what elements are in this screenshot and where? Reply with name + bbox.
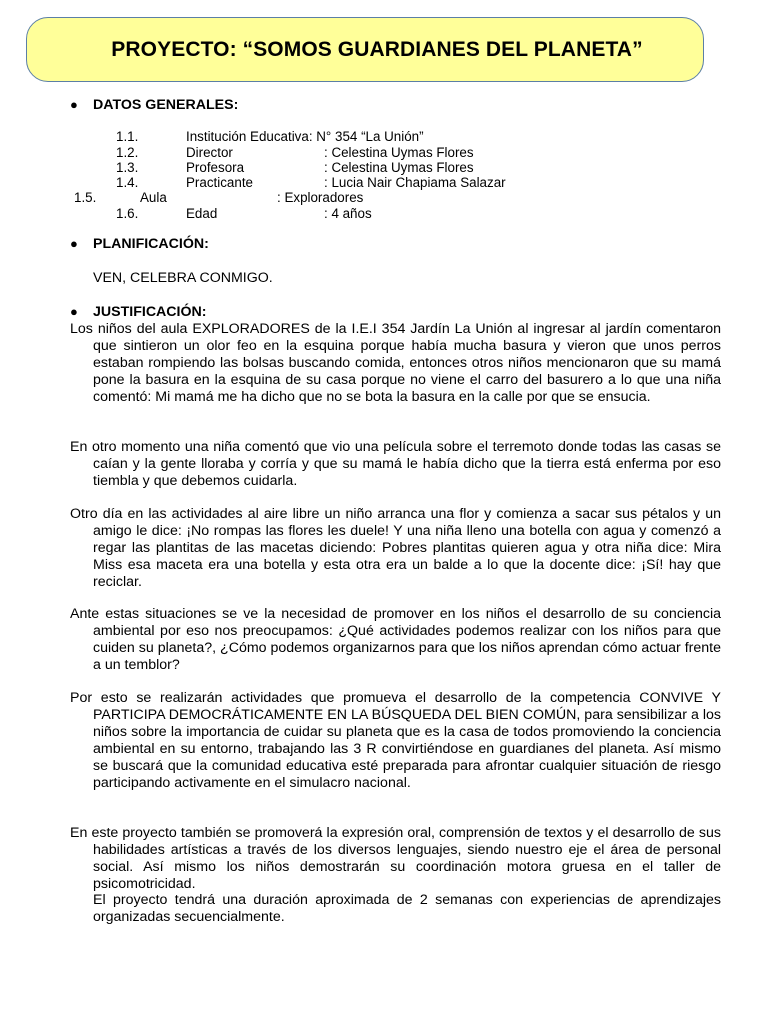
datos-value: : Celestina Uymas Flores: [324, 160, 474, 175]
paragraph: En este proyecto también se promoverá la expresión oral, comprensión de textos y el desarrollo de sus habilidades artísticas a través de los diversos lenguajes, siendo nuestro eje el área de personal social. Así mismo los niños demostrarán su coordinación motora gruesa en el taller de psicomotricidad.: [70, 825, 721, 892]
paragraph: Otro día en las actividades al aire libre un niño arranca una flor y comienza a sacar sus pétalos y un amigo le dice: ¡No rompas las flores les duele! Y una niña lleno una botella con agua y comenzó a regar las plantitas de las macetas diciendo: Pobres plantitas quieren agua y otra niña dice: Mira Miss esa maceta era una botella y esta otra era un balde a lo que la docente dice: ¡Sí! hay que reciclar.: [70, 506, 721, 590]
datos-label: Edad: [186, 206, 218, 221]
bullet-icon: ●: [70, 304, 78, 319]
datos-num: 1.1.: [116, 129, 139, 144]
title-banner: [26, 17, 704, 82]
datos-num: 1.5.: [74, 190, 97, 205]
bullet-icon: ●: [70, 236, 78, 251]
datos-value: : Celestina Uymas Flores: [324, 145, 474, 160]
closing-paragraph: El proyecto tendrá una duración aproximada de 2 semanas con experiencias de aprendizajes organizadas secuencialmente.: [93, 892, 721, 925]
datos-label: Aula: [140, 190, 167, 205]
datos-label: Director: [186, 145, 233, 160]
paragraph: Los niños del aula EXPLORADORES de la I.E.I 354 Jardín La Unión al ingresar al jardín comentaron que sintieron un olor feo en la esquina porque había mucha basura y vieron que unos perros estaban rompiendo las bolsas buscando comida, entonces otros niños mencionaron que su mamá pone la basura en la esquina de su casa porque no viene el carro del basurero a lo que una niña comentó: Mi mamá me ha dicho que no se bota la basura en la calle por que se ensucia.: [70, 321, 721, 405]
datos-num: 1.3.: [116, 160, 139, 175]
planificacion-heading: ● PLANIFICACIÓN:: [70, 236, 209, 252]
datos-value: : Exploradores: [277, 190, 364, 205]
justificacion-heading: ● JUSTIFICACIÓN:: [70, 304, 207, 320]
paragraph: Por esto se realizarán actividades que promueva el desarrollo de la competencia CONVIVE Y PARTICIPA DEMOCRÁTICAMENTE EN LA BÚSQUEDA DEL BIEN COMÚN, para sensibilizar a los niños sobre la importancia de cuidar su planeta que es la casa de todos promoviendo la conciencia ambiental en su entorno, trabajando las 3 R convirtiéndose en guardianes del planeta. Así mismo se buscará que la comunidad educativa esté preparada para afrontar cualquier situación de riesgo participando activamente en el simulacro nacional.: [70, 690, 721, 791]
datos-num: 1.4.: [116, 175, 139, 190]
datos-value: : Lucia Nair Chapiama Salazar: [324, 175, 506, 190]
bullet-icon: ●: [70, 97, 78, 112]
planificacion-text: VEN, CELEBRA CONMIGO.: [93, 270, 273, 286]
datos-label: Profesora: [186, 160, 245, 175]
project-title: PROYECTO: “SOMOS GUARDIANES DEL PLANETA”: [111, 37, 643, 61]
datos-label: Practicante: [186, 175, 253, 190]
datos-value: : 4 años: [324, 206, 372, 221]
datos-label: Institución Educativa: N° 354 “La Unión”: [186, 129, 424, 144]
datos-num: 1.2.: [116, 145, 139, 160]
datos-generales-heading: ● DATOS GENERALES:: [70, 97, 239, 113]
paragraph: Ante estas situaciones se ve la necesidad de promover en los niños el desarrollo de su conciencia ambiental por eso nos preocupamos: ¿Qué actividades podemos realizar con los niños para que cuiden su planeta?, ¿Cómo podemos organizarnos para que los niños aprendan cómo actuar frente a un temblor?: [70, 606, 721, 673]
paragraph: En otro momento una niña comentó que vio una película sobre el terremoto donde todas las casas se caían y la gente lloraba y corría y que su mamá le había dicho que la tierra está enferma por eso tiembla y que debemos cuidarla.: [70, 439, 721, 489]
datos-num: 1.6.: [116, 206, 139, 221]
